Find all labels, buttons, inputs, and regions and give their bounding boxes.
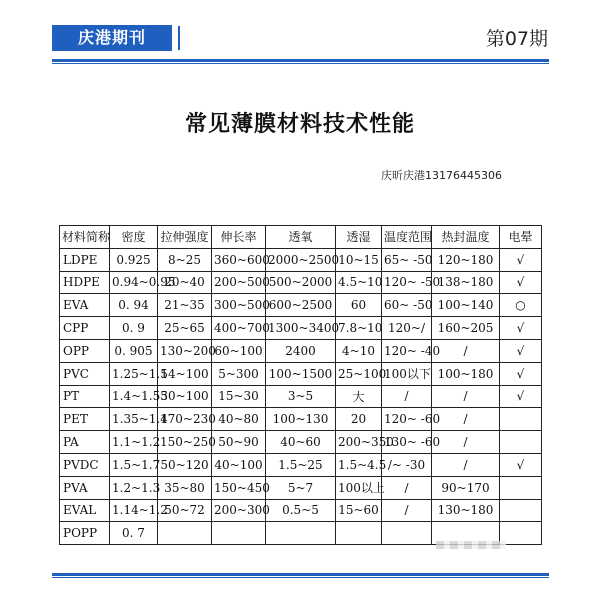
footer-rule-thin — [52, 577, 549, 578]
table-row — [60, 248, 542, 271]
table-cell: 5~300 — [212, 362, 266, 385]
table-row — [60, 339, 542, 362]
table-cell: 1.2~1.3 — [110, 476, 158, 499]
table-cell: 60 — [336, 294, 382, 317]
table-cell: 21~35 — [158, 294, 212, 317]
table-cell: 120~/ — [382, 317, 432, 340]
table-cell: √ — [500, 385, 542, 408]
table-cell: 120~180 — [432, 248, 500, 271]
column-header: 温度范围 — [382, 226, 432, 249]
table-cell: 50~90 — [212, 431, 266, 454]
table-cell: 50~120 — [158, 453, 212, 476]
material-name-cell: PVDC — [60, 453, 110, 476]
table-cell: 360~600 — [212, 248, 266, 271]
table-cell: 150~450 — [212, 476, 266, 499]
table-cell: 8~25 — [158, 248, 212, 271]
table-row — [60, 499, 542, 522]
table-cell: 20 — [336, 408, 382, 431]
material-name-cell: EVAL — [60, 499, 110, 522]
table-cell: 40~80 — [212, 408, 266, 431]
smudge-mark — [436, 541, 506, 549]
table-cell: 4.5~10 — [336, 271, 382, 294]
issue-number: 第07期 — [485, 28, 548, 50]
table-cell: 138~180 — [432, 271, 500, 294]
table-cell: 14~100 — [158, 362, 212, 385]
column-header: 伸长率 — [212, 226, 266, 249]
table-cell: 130~200 — [158, 339, 212, 362]
table-cell: 120~ -40 — [382, 339, 432, 362]
table-cell: / — [382, 476, 432, 499]
table-cell: 200~500 — [212, 271, 266, 294]
table-cell: 5~7 — [266, 476, 336, 499]
table-row — [60, 271, 542, 294]
material-name-cell: PVC — [60, 362, 110, 385]
table-cell: 2400 — [266, 339, 336, 362]
contact-line: 庆昕庆港13176445306 — [381, 169, 502, 182]
table-cell: 0.925 — [110, 248, 158, 271]
table-cell — [382, 522, 432, 545]
table-row — [60, 362, 542, 385]
material-name-cell: CPP — [60, 317, 110, 340]
column-header: 材料简称 — [60, 226, 110, 249]
table-cell: √ — [500, 339, 542, 362]
table-cell: 7.8~10 — [336, 317, 382, 340]
material-name-cell: PET — [60, 408, 110, 431]
table-cell: 60~100 — [212, 339, 266, 362]
table-cell: 120~ -60 — [382, 408, 432, 431]
table-cell — [266, 522, 336, 545]
header-rule-thick — [52, 59, 549, 62]
journal-tag: 庆港期刊 — [52, 25, 172, 51]
table-cell: 600~2500 — [266, 294, 336, 317]
table-cell: 150~250 — [158, 431, 212, 454]
table-cell: / — [432, 408, 500, 431]
material-name-cell: PVA — [60, 476, 110, 499]
table-cell: 0.5~5 — [266, 499, 336, 522]
table-cell: / — [382, 499, 432, 522]
table-cell — [336, 522, 382, 545]
table-cell: 25~100 — [336, 362, 382, 385]
table-cell: / — [382, 385, 432, 408]
table-cell: 300~500 — [212, 294, 266, 317]
table-cell: 3~5 — [266, 385, 336, 408]
table-cell: 0.94~0.95 — [110, 271, 158, 294]
table-cell: 1.4~1.55 — [110, 385, 158, 408]
table-cell: 90~170 — [432, 476, 500, 499]
table-cell: 120~ -50 — [382, 271, 432, 294]
table-cell: 130~180 — [432, 499, 500, 522]
material-name-cell: PT — [60, 385, 110, 408]
table-cell: √ — [500, 317, 542, 340]
table-row — [60, 476, 542, 499]
table-cell: 0. 7 — [110, 522, 158, 545]
material-name-cell: POPP — [60, 522, 110, 545]
table-cell: 1.5~25 — [266, 453, 336, 476]
material-name-cell: LDPE — [60, 248, 110, 271]
header-divider — [178, 26, 180, 50]
table-cell: / — [432, 431, 500, 454]
table-cell — [212, 522, 266, 545]
table-cell: 1.14~1.2 — [110, 499, 158, 522]
table-cell: 1300~3400 — [266, 317, 336, 340]
table-row — [60, 453, 542, 476]
column-header: 热封温度 — [432, 226, 500, 249]
footer-rule-thick — [52, 573, 549, 576]
table-cell: / — [432, 453, 500, 476]
column-header: 电晕 — [500, 226, 542, 249]
table-cell: 60~ -50 — [382, 294, 432, 317]
table-cell: 1.5~4.5 — [336, 453, 382, 476]
page-title: 常见薄膜材料技术性能 — [184, 112, 415, 137]
table-cell: 65~ -50 — [382, 248, 432, 271]
table-cell: 170~230 — [158, 408, 212, 431]
table-cell: 1.5~1.7 — [110, 453, 158, 476]
table-cell — [500, 499, 542, 522]
table-cell — [500, 408, 542, 431]
table-cell — [500, 476, 542, 499]
table-cell: /~ -30 — [382, 453, 432, 476]
table-cell: 200~300 — [212, 499, 266, 522]
header-rule-thin — [52, 63, 549, 64]
table-cell: 15~30 — [212, 385, 266, 408]
table-cell: 400~700 — [212, 317, 266, 340]
table-cell: ○ — [500, 294, 542, 317]
table-cell: 100以上 — [336, 476, 382, 499]
table-cell: 35~80 — [158, 476, 212, 499]
table-header-row — [60, 226, 542, 249]
table-cell: 100以下 — [382, 362, 432, 385]
table-cell: 130~ -60 — [382, 431, 432, 454]
table-cell: 1.35~1.4 — [110, 408, 158, 431]
column-header: 透湿 — [336, 226, 382, 249]
table-cell: √ — [500, 362, 542, 385]
table-cell — [158, 522, 212, 545]
table-cell: 100~130 — [266, 408, 336, 431]
table-cell: 25~65 — [158, 317, 212, 340]
table-cell: 1.25~1.5 — [110, 362, 158, 385]
table-cell: 15~60 — [336, 499, 382, 522]
table-cell: 1.1~1.2 — [110, 431, 158, 454]
table-cell: 10~15 — [336, 248, 382, 271]
table-cell: 100~140 — [432, 294, 500, 317]
table-body — [60, 248, 542, 544]
material-name-cell: OPP — [60, 339, 110, 362]
table-cell: 200~350 — [336, 431, 382, 454]
material-name-cell: PA — [60, 431, 110, 454]
table-cell: 500~2000 — [266, 271, 336, 294]
film-properties-table — [59, 225, 542, 545]
table-cell: √ — [500, 453, 542, 476]
table-row — [60, 408, 542, 431]
table-cell: 4~10 — [336, 339, 382, 362]
table-cell: 0. 905 — [110, 339, 158, 362]
table-cell: 40~100 — [212, 453, 266, 476]
column-header: 透氧 — [266, 226, 336, 249]
table-cell — [500, 431, 542, 454]
table-cell: 0. 94 — [110, 294, 158, 317]
table-row — [60, 317, 542, 340]
material-name-cell: HDPE — [60, 271, 110, 294]
column-header: 密度 — [110, 226, 158, 249]
material-name-cell: EVA — [60, 294, 110, 317]
table-cell: 50~72 — [158, 499, 212, 522]
table-cell: 2000~2500 — [266, 248, 336, 271]
table-cell: 100~180 — [432, 362, 500, 385]
table-row — [60, 385, 542, 408]
table-cell: 160~205 — [432, 317, 500, 340]
table-cell: √ — [500, 271, 542, 294]
table-cell: 0. 9 — [110, 317, 158, 340]
table-cell: / — [432, 385, 500, 408]
table-cell: 30~100 — [158, 385, 212, 408]
table-cell: 100~1500 — [266, 362, 336, 385]
table-cell: 大 — [336, 385, 382, 408]
table-cell: √ — [500, 248, 542, 271]
table-cell: / — [432, 339, 500, 362]
table-cell: 20~40 — [158, 271, 212, 294]
table-row — [60, 431, 542, 454]
table-row — [60, 294, 542, 317]
table-cell: 40~60 — [266, 431, 336, 454]
column-header: 拉伸强度 — [158, 226, 212, 249]
